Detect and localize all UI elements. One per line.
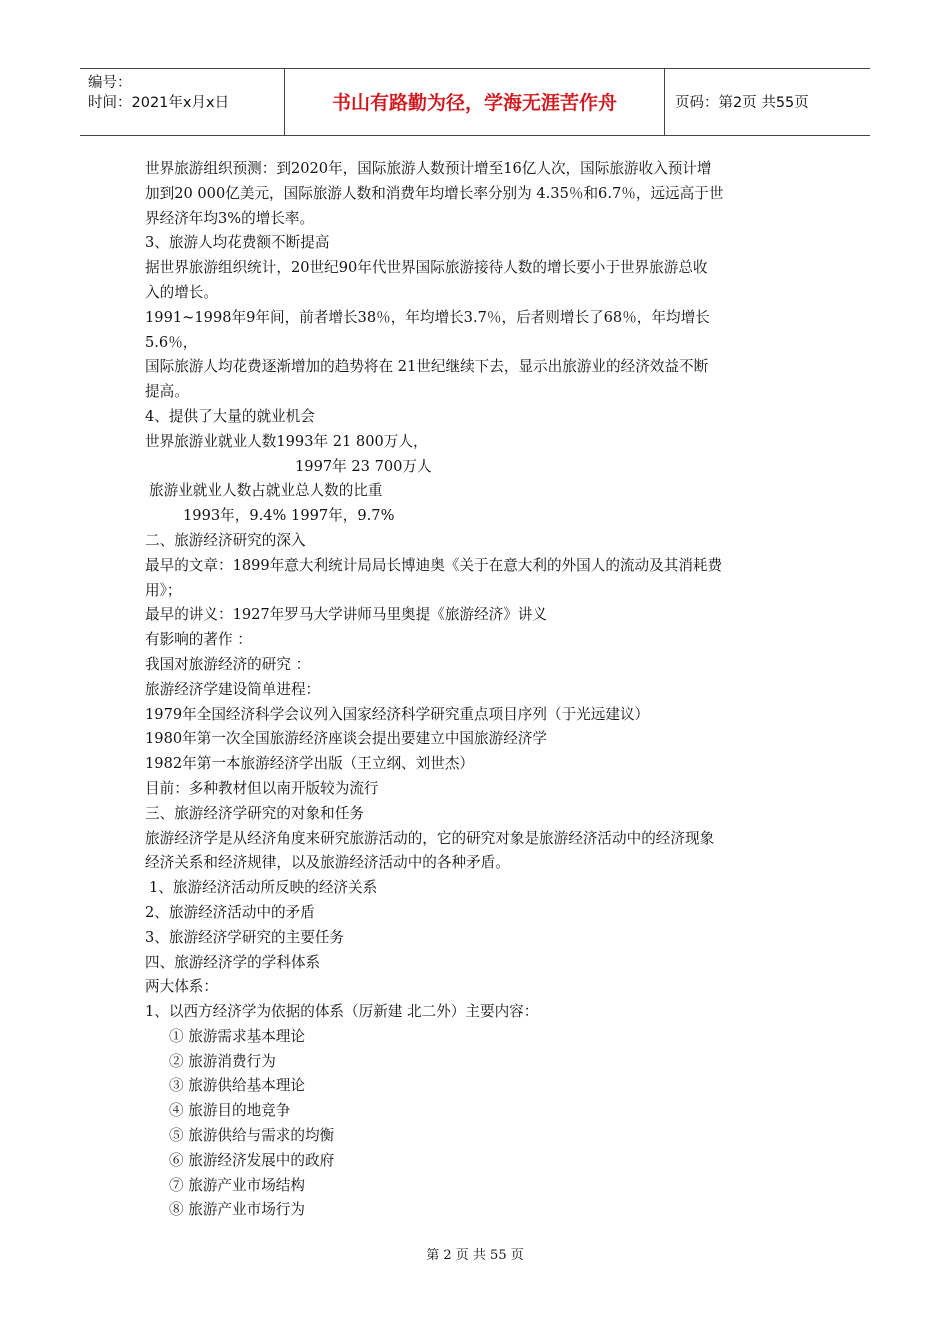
text-line: 2、旅游经济活动中的矛盾 <box>145 903 315 921</box>
text-line: 世界旅游业就业人数1993年 21 800万人， <box>145 432 428 450</box>
text-line: 1991~1998年9年间，前者增长38％，年均增长3.7％，后者则增长了68％，年均增长 <box>145 308 710 326</box>
text-line: 经济关系和经济规律，以及旅游经济活动中的各种矛盾。 <box>145 854 510 872</box>
text-line: ④ 旅游目的地竞争 <box>169 1102 291 1120</box>
header-motto: 书山有路勤为径，学海无涯苦作舟 <box>285 69 665 135</box>
header-page-info: 页码：第2页 共55页 <box>675 95 809 111</box>
text-line: ⑧ 旅游产业市场行为 <box>169 1201 305 1219</box>
text-line: 入的增长。 <box>145 283 218 301</box>
text-line: 我国对旅游经济的研究 ： <box>145 655 311 673</box>
text-line: 据世界旅游组织统计，20世纪90年代世界国际旅游接待人数的增长要小于世界旅游总收 <box>145 259 708 277</box>
text-line: 旅游经济学是从经济角度来研究旅游活动的，它的研究对象是旅游经济活动中的经济现象 <box>145 829 715 847</box>
text-line: 有影响的著作 ： <box>145 631 252 649</box>
document-date: 时间：2021年x月x日 <box>88 95 230 111</box>
text-line: ③ 旅游供给基本理论 <box>169 1077 305 1095</box>
text-line: 1997年 23 700万人 <box>295 457 432 475</box>
page-footer: 第 2 页 共 55 页 <box>426 1248 524 1263</box>
text-line: 1、旅游经济活动所反映的经济关系 <box>149 879 378 897</box>
text-line: 最早的讲义：1927年罗马大学讲师马里奥提《旅游经济》讲义 <box>145 606 547 624</box>
text-line: 1982年第一本旅游经济学出版（王立纲、刘世杰） <box>145 755 475 773</box>
text-line: 3、旅游人均花费额不断提高 <box>145 234 330 252</box>
text-line: ② 旅游消费行为 <box>169 1052 276 1070</box>
text-line: 目前：多种教材但以南开版较为流行 <box>145 779 379 797</box>
text-line: 1、以西方经济学为依据的体系（厉新建 北二外）主要内容： <box>145 1003 539 1021</box>
text-line: 加到20 000亿美元，国际旅游人数和消费年均增长率分别为 4.35％和6.7％，远远高于世 <box>145 184 724 202</box>
text-line: 国际旅游人均花费逐渐增加的趋势将在 21世纪继续下去，显示出旅游业的经济效益不断 <box>145 358 709 376</box>
text-line: ⑦ 旅游产业市场结构 <box>169 1176 305 1194</box>
text-line: 世界旅游组织预测：到2020年，国际旅游人数预计增至16亿人次，国际旅游收入预计增 <box>145 160 712 177</box>
document-body <box>145 157 810 1223</box>
text-line: 二、旅游经济研究的深入 <box>145 531 306 549</box>
text-line: 两大体系： <box>145 978 218 996</box>
text-line: 三、旅游经济学研究的对象和任务 <box>145 804 364 822</box>
text-line: ① 旅游需求基本理论 <box>169 1027 305 1045</box>
text-line: 最早的文章：1899年意大利统计局局长博迪奥《关于在意大利的外国人的流动及其消耗费 <box>145 556 723 574</box>
text-line: 界经济年均3%的增长率。 <box>145 209 315 227</box>
text-line: 1979年全国经济科学会议列入国家经济科学研究重点项目序列（于光远建议） <box>145 705 650 723</box>
document-number-label: 编号： <box>88 75 132 91</box>
text-line: 用》； <box>145 581 182 599</box>
header-meta <box>80 69 285 135</box>
text-line: 旅游经济学建设简单进程： <box>145 680 321 698</box>
page-header <box>80 68 870 136</box>
text-line: 1980年第一次全国旅游经济座谈会提出要建立中国旅游经济学 <box>145 730 547 748</box>
text-line: ⑥ 旅游经济发展中的政府 <box>169 1151 335 1169</box>
text-line: 提高。 <box>145 383 189 401</box>
text-line: 4、提供了大量的就业机会 <box>145 407 315 425</box>
text-line: 旅游业就业人数占就业总人数的比重 <box>149 482 383 500</box>
text-line: 1993年，9.4% 1997年，9.7% <box>183 507 395 525</box>
text-line: ⑤ 旅游供给与需求的均衡 <box>169 1127 335 1145</box>
text-line: 3、旅游经济学研究的主要任务 <box>145 928 345 946</box>
text-line: 5.6％， <box>145 333 198 351</box>
text-line: 四、旅游经济学的学科体系 <box>145 953 321 971</box>
